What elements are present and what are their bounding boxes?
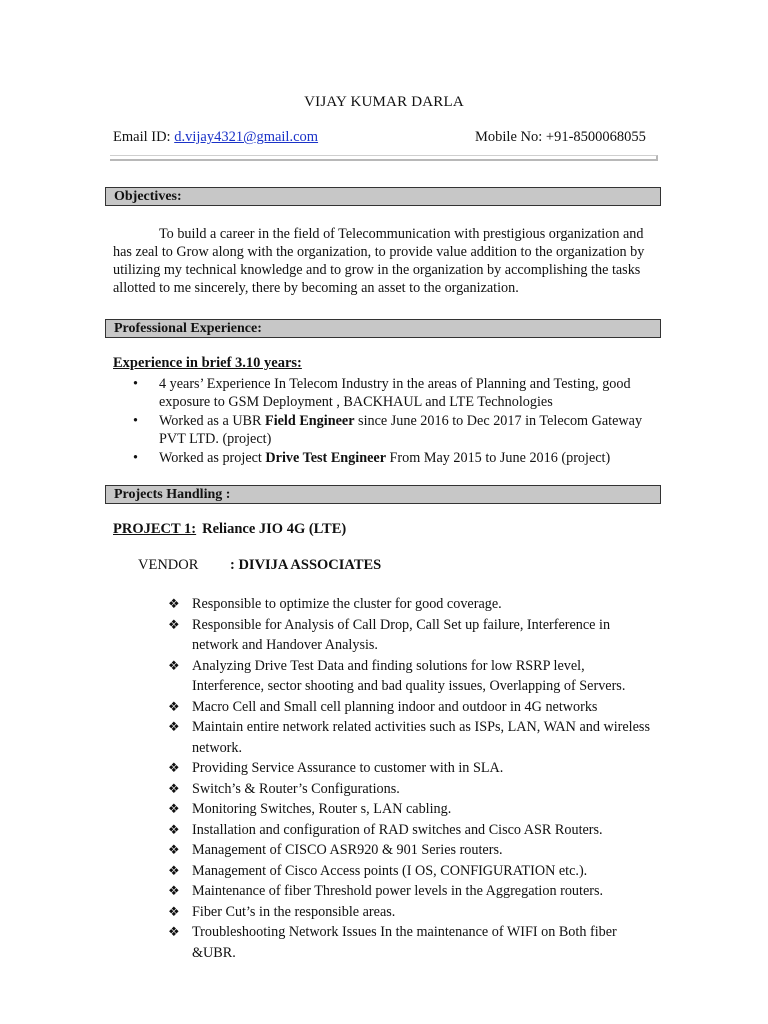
- list-item: ❖ Maintain entire network related activities such as ISPs, LAN, WAN and wireless network.: [168, 719, 650, 756]
- bullet-icon: •: [133, 450, 138, 466]
- list-item: ❖ Switch’s & Router’s Configurations.: [113, 779, 658, 800]
- diamond-bullet-icon: ❖: [168, 903, 180, 919]
- header-divider: [110, 155, 658, 161]
- experience-list: [113, 375, 658, 468]
- section-experience: Professional Experience:: [105, 319, 661, 338]
- diamond-bullet-icon: ❖: [168, 883, 180, 898]
- bullet-icon: •: [133, 413, 138, 429]
- diamond-bullet-icon: ❖: [168, 760, 180, 775]
- diamond-bullet-icon: ❖: [168, 780, 180, 796]
- section-objectives: Objectives:: [105, 187, 661, 206]
- vendor-value: : DIVIJA ASSOCIATES: [230, 557, 382, 573]
- experience-heading: Experience in brief 3.10 years:: [113, 355, 302, 371]
- diamond-bullet-icon: ❖: [168, 596, 180, 611]
- objective-paragraph: [113, 225, 653, 297]
- list-item: ❖ Macro Cell and Small cell planning indoor and outdoor in 4G networks: [113, 697, 658, 718]
- bullet-icon: •: [133, 376, 138, 392]
- list-item: ❖ Management of Cisco Access points (I OS, CONFIGURATION etc.).: [113, 861, 658, 882]
- project-name: Reliance JIO 4G (LTE): [202, 521, 347, 537]
- list-item: ❖ Responsible for Analysis of Call Drop, Call Set up failure, Interference in network and Handover Analysis.: [168, 616, 611, 653]
- diamond-bullet-icon: ❖: [168, 698, 180, 714]
- mobile-number: Mobile No: +91-8500068055: [475, 129, 646, 145]
- diamond-bullet-icon: ❖: [168, 719, 180, 734]
- vendor-label: VENDOR: [138, 557, 199, 573]
- diamond-bullet-icon: ❖: [168, 801, 180, 816]
- diamond-bullet-icon: ❖: [168, 924, 180, 939]
- list-item: • Worked as a UBR Field Engineer since June 2016 to Dec 2017 in Telecom Gateway PVT LTD. (project): [133, 413, 643, 447]
- email-link[interactable]: d.vijay4321@gmail.com: [174, 129, 319, 145]
- list-item: ❖ Monitoring Switches, Router s, LAN cabling.: [113, 799, 658, 820]
- diamond-bullet-icon: ❖: [168, 657, 180, 673]
- contact-line: [113, 129, 653, 149]
- diamond-bullet-icon: ❖: [168, 616, 180, 632]
- section-projects: Projects Handling :: [105, 485, 661, 504]
- project-duties: [113, 594, 658, 963]
- list-item: ❖ Installation and configuration of RAD switches and Cisco ASR Routers.: [113, 820, 658, 841]
- list-item: ❖ Fiber Cut’s in the responsible areas.: [113, 902, 658, 923]
- list-item: ❖ Analyzing Drive Test Data and finding solutions for low RSRP level, Interference, sector shooting and bad quality issues, Overlapping of Servers.: [168, 657, 626, 694]
- project-title: [113, 521, 346, 538]
- project-label: PROJECT 1:: [113, 521, 197, 537]
- list-item: ❖ Responsible to optimize the cluster for good coverage.: [113, 594, 658, 615]
- vendor-line: [138, 557, 381, 574]
- list-item: ❖ Providing Service Assurance to customer with in SLA.: [113, 758, 658, 779]
- email-label: Email ID:: [113, 129, 175, 145]
- list-item: • 4 years’ Experience In Telecom Industry in the areas of Planning and Testing, good exposure to GSM Deployment , BACKHAUL and LTE Technologies: [133, 376, 631, 410]
- diamond-bullet-icon: ❖: [168, 821, 180, 837]
- list-item: ❖ Management of CISCO ASR920 & 901 Series routers.: [113, 840, 658, 861]
- objective-text: To build a career in the field of Telecommunication with prestigious organization and has zeal to Grow along with the organization, to provide value addition to the organization by utilizing my technical knowledge and to grow in the organization by accomplishing the tasks allotted to me sincerely, there by becoming an asset to the organization.: [113, 226, 645, 296]
- list-item: ❖ Maintenance of fiber Threshold power levels in the Aggregation routers.: [113, 881, 658, 902]
- list-item: ❖ Troubleshooting Network Issues In the maintenance of WIFI on Both fiber &UBR.: [168, 924, 617, 961]
- candidate-name: VIJAY KUMAR DARLA: [304, 94, 464, 110]
- diamond-bullet-icon: ❖: [168, 862, 180, 878]
- diamond-bullet-icon: ❖: [168, 842, 180, 857]
- list-item: • Worked as project Drive Test Engineer From May 2015 to June 2016 (project): [133, 450, 611, 466]
